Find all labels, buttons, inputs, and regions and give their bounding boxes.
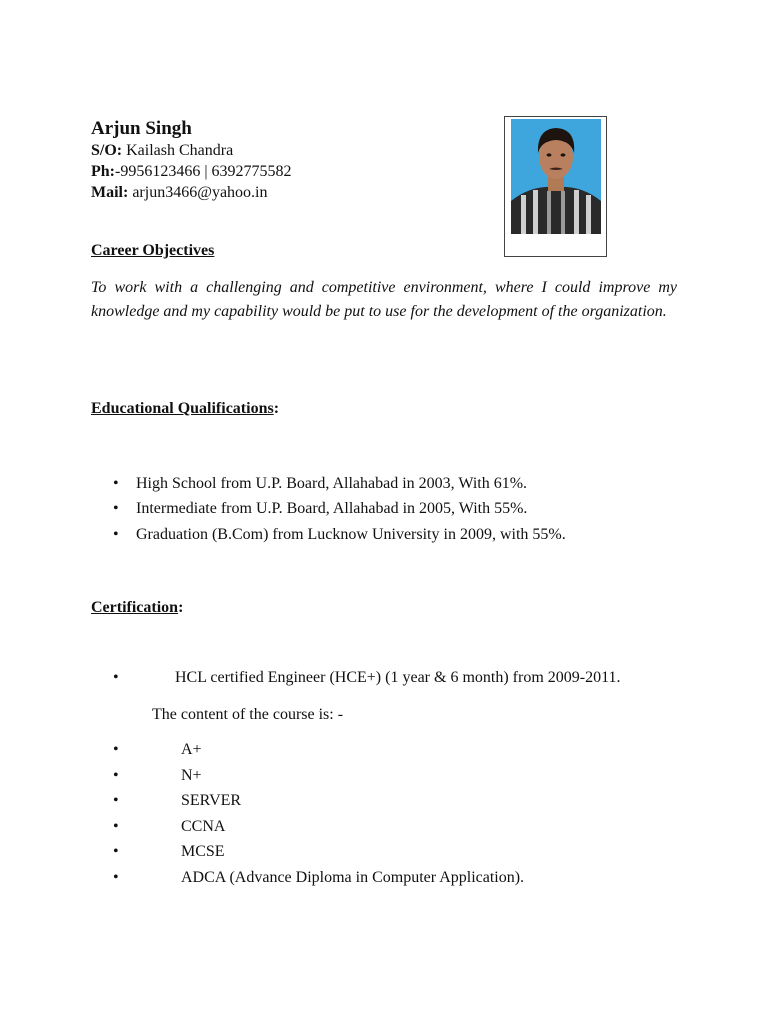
course-item: N+ bbox=[181, 767, 202, 784]
candidate-name: Arjun Singh bbox=[91, 118, 192, 139]
education-heading-colon: : bbox=[273, 400, 280, 417]
profile-photo-frame bbox=[504, 116, 607, 257]
bullet-icon: • bbox=[113, 475, 119, 492]
certification-heading bbox=[91, 599, 183, 617]
education-item: High School from U.P. Board, Allahabad in 2003, With 61%. bbox=[136, 475, 528, 492]
bullet-icon: • bbox=[113, 818, 119, 835]
bullet-icon: • bbox=[113, 500, 119, 517]
bullet-icon: • bbox=[113, 526, 119, 543]
career-objective-text: To work with a challenging and competitive environment, where I could improve my knowledge and my capability would be put to use for the development of the organization. bbox=[91, 279, 677, 320]
mail-value: arjun3466@yahoo.in bbox=[128, 184, 268, 201]
certification-heading-label: Certification bbox=[91, 599, 179, 616]
certification-heading-colon: : bbox=[178, 599, 184, 616]
bullet-icon: • bbox=[113, 869, 119, 886]
profile-photo bbox=[511, 119, 601, 234]
bullet-icon: • bbox=[113, 669, 119, 686]
education-heading bbox=[91, 400, 279, 418]
phone-value: -9956123466 | 6392775582 bbox=[115, 163, 292, 180]
course-item: ADCA (Advance Diploma in Computer Application). bbox=[181, 869, 525, 886]
person-portrait-icon bbox=[511, 119, 601, 234]
course-item: A+ bbox=[181, 741, 202, 758]
bullet-icon: • bbox=[113, 843, 119, 860]
education-item: Intermediate from U.P. Board, Allahabad in 2005, With 55%. bbox=[136, 500, 528, 517]
mail-line bbox=[91, 184, 267, 202]
course-content-intro: The content of the course is: - bbox=[152, 706, 344, 723]
mail-label: Mail: bbox=[91, 184, 129, 201]
phone-line bbox=[91, 163, 292, 181]
bullet-icon: • bbox=[113, 741, 119, 758]
bullet-icon: • bbox=[113, 767, 119, 784]
education-item: Graduation (B.Com) from Lucknow University in 2009, with 55%. bbox=[136, 526, 566, 543]
course-item: SERVER bbox=[181, 792, 242, 809]
career-objectives-heading: Career Objectives bbox=[91, 242, 215, 259]
phone-label: Ph: bbox=[91, 163, 115, 180]
certification-item: HCL certified Engineer (HCE+) (1 year & 6 month) from 2009-2011. bbox=[175, 669, 621, 686]
father-value: Kailash Chandra bbox=[122, 142, 234, 159]
course-item: CCNA bbox=[181, 818, 226, 835]
bullet-icon: • bbox=[113, 792, 119, 809]
father-label: S/O: bbox=[91, 142, 123, 159]
course-item: MCSE bbox=[181, 843, 225, 860]
education-heading-label: Educational Qualifications bbox=[91, 400, 274, 417]
father-line bbox=[91, 142, 233, 160]
